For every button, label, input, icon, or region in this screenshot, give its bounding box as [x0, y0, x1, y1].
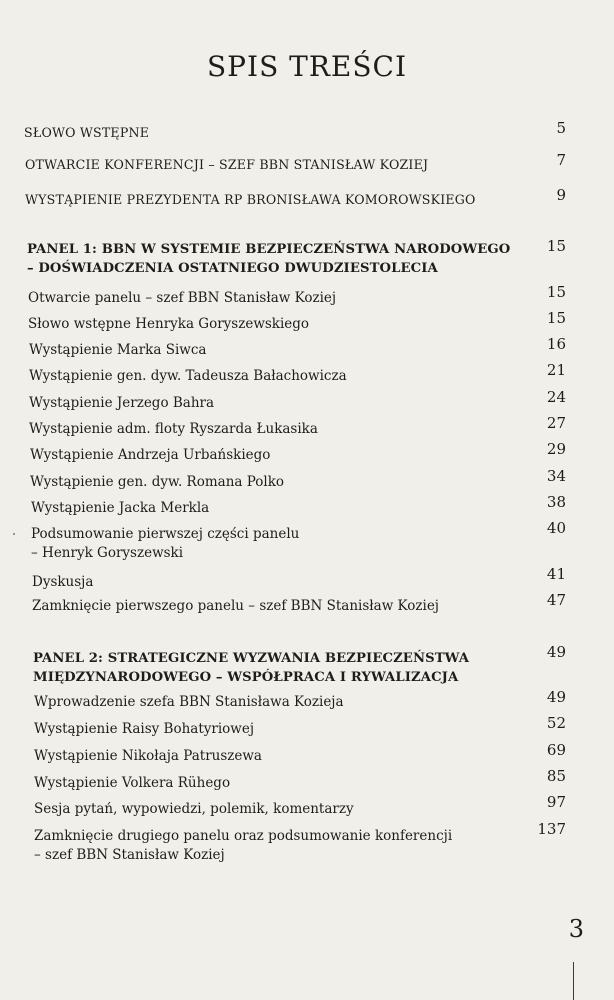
toc-entry-page: 15 — [546, 283, 566, 301]
toc-entry-page: 24 — [546, 388, 566, 406]
toc-entry-label: Wystąpienie Andrzeja Urbańskiego — [30, 447, 271, 463]
toc-entry-label: Wystąpienie Raisy Bohatyriowej — [34, 721, 255, 737]
toc-entry-label: Wystąpienie Volkera Rühego — [34, 775, 231, 791]
toc-entry-page: 137 — [537, 820, 566, 838]
panel-2-heading-line2: MIĘDZYNARODOWEGO – WSPÓŁPRACA I RYWALIZACJA — [33, 670, 459, 685]
page-number: 3 — [568, 915, 584, 943]
toc-entry-label: OTWARCIE KONFERENCJI – SZEF BBN STANISŁAW KOZIEJ — [25, 157, 429, 172]
toc-entry-page: 97 — [546, 793, 566, 811]
toc-entry-page: 9 — [556, 186, 566, 204]
panel-2-heading-line1: PANEL 2: STRATEGICZNE WYZWANIA BEZPIECZEŃSTWA — [33, 651, 470, 666]
toc-entry-page: 21 — [546, 361, 566, 379]
toc-entry-label: Zamknięcie drugiego panelu oraz podsumowanie konferencji — [34, 828, 453, 844]
toc-entry-page: 5 — [556, 119, 566, 137]
panel-1-heading-line1: PANEL 1: BBN W SYSTEMIE BEZPIECZEŃSTWA NARODOWEGO — [27, 242, 511, 257]
panel-1-page: 15 — [546, 237, 566, 255]
toc-entry-page: 38 — [546, 493, 566, 511]
toc-entry-label: Wystąpienie gen. dyw. Tadeusza Bałachowicza — [29, 368, 347, 384]
toc-entry-page: 27 — [546, 414, 566, 432]
panel-1-heading-line2: – DOŚWIADCZENIA OSTATNIEGO DWUDZIESTOLECIA — [27, 261, 438, 276]
toc-entry-label: Wystąpienie Marka Siwca — [29, 342, 207, 358]
toc-entry-page: 34 — [546, 467, 566, 485]
toc-entry-label: Słowo wstępne Henryka Goryszewskiego — [28, 316, 310, 332]
toc-entry-label: Wystąpienie Jacka Merkla — [31, 500, 210, 516]
toc-entry-page: 47 — [546, 591, 566, 609]
toc-entry-label: Podsumowanie pierwszej części panelu — [31, 526, 300, 542]
toc-entry-page: 40 — [546, 519, 566, 537]
toc-entry-label-continued: – Henryk Goryszewski — [31, 545, 184, 561]
toc-entry-label: Dyskusja — [32, 574, 94, 590]
toc-entry-label: Sesja pytań, wypowiedzi, polemik, komentarzy — [34, 801, 354, 817]
toc-entry-page: 52 — [546, 714, 566, 732]
toc-entry-page: 16 — [546, 335, 566, 353]
speck-mark — [13, 533, 15, 535]
toc-entry-label: Wystąpienie gen. dyw. Romana Polko — [30, 474, 285, 490]
toc-entry-page: 85 — [546, 767, 566, 785]
toc-entry-label: Zamknięcie pierwszego panelu – szef BBN Stanisław Koziej — [32, 598, 439, 614]
toc-entry-page: 15 — [546, 309, 566, 327]
page-edge-line — [573, 962, 574, 1000]
toc-entry-label-continued: – szef BBN Stanisław Koziej — [34, 847, 225, 863]
toc-entry-page: 29 — [546, 440, 566, 458]
toc-entry-page: 7 — [556, 151, 566, 169]
panel-2-page: 49 — [546, 643, 566, 661]
toc-entry-page: 69 — [546, 741, 566, 759]
toc-entry-label: Wprowadzenie szefa BBN Stanisława Kozieja — [34, 694, 344, 710]
toc-entry-label: Otwarcie panelu – szef BBN Stanisław Koziej — [28, 290, 337, 306]
toc-entry-label: Wystąpienie adm. floty Ryszarda Łukasika — [29, 421, 318, 437]
page-title: SPIS TREŚCI — [206, 50, 408, 83]
toc-entry-label: WYSTĄPIENIE PREZYDENTA RP BRONISŁAWA KOMOROWSKIEGO — [25, 192, 476, 207]
toc-entry-page: 49 — [546, 688, 566, 706]
toc-entry-label: Wystąpienie Jerzego Bahra — [29, 395, 215, 411]
toc-entry-label: SŁOWO WSTĘPNE — [24, 125, 150, 140]
toc-entry-label: Wystąpienie Nikołaja Patruszewa — [34, 748, 262, 764]
toc-entry-page: 41 — [546, 565, 566, 583]
